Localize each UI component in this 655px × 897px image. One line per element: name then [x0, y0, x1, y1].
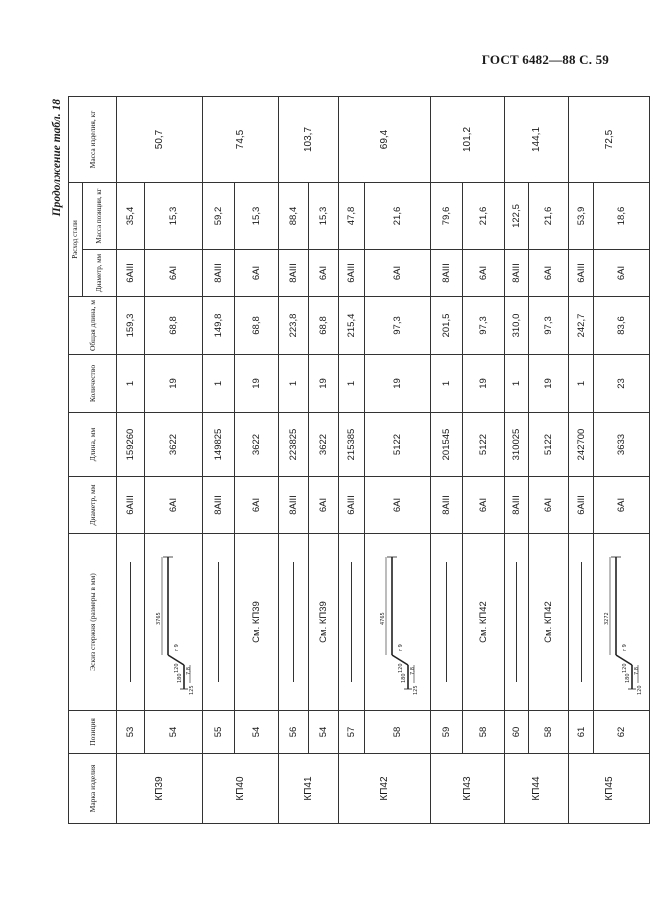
length-cell: 5122 — [529, 413, 569, 477]
straight-bar-line — [351, 562, 352, 682]
position-cell: 59 — [431, 711, 463, 754]
table-row — [365, 97, 431, 824]
steel-mass-cell: 18,6 — [594, 183, 650, 250]
steel-diameter-cell: 6АI — [309, 250, 339, 297]
diameter-cell: 8АIII — [279, 477, 309, 534]
straight-bar-line — [581, 562, 582, 682]
quantity-cell: 1 — [569, 355, 594, 413]
steel-diameter-cell: 6АIII — [569, 250, 594, 297]
position-cell: 56 — [279, 711, 309, 754]
quantity-cell: 19 — [235, 355, 279, 413]
total-length-cell: 97,3 — [463, 297, 505, 355]
sketch-line-cell — [339, 534, 365, 711]
position-cell: 54 — [309, 711, 339, 754]
diameter-cell: 8АIII — [505, 477, 529, 534]
sketch-reference-cell: См. КП42 — [529, 534, 569, 711]
table-row — [235, 97, 279, 824]
product-mass-cell: 103,7 — [279, 97, 339, 183]
table-row — [529, 97, 569, 824]
steel-mass-cell: 15,3 — [145, 183, 203, 250]
position-cell: 54 — [235, 711, 279, 754]
position-cell: 58 — [529, 711, 569, 754]
brand-cell: КП39 — [117, 754, 203, 824]
diameter-cell: 6АI — [235, 477, 279, 534]
length-cell: 3622 — [145, 413, 203, 477]
diameter-cell: 6АI — [463, 477, 505, 534]
steel-mass-cell: 59,2 — [203, 183, 235, 250]
rotated-table-block — [51, 97, 643, 824]
col-length: Длина, мм — [69, 413, 117, 477]
product-mass-cell: 50,7 — [117, 97, 203, 183]
product-mass-cell: 72,5 — [569, 97, 650, 183]
quantity-cell: 19 — [145, 355, 203, 413]
dim-label-length: 3765 — [155, 612, 162, 625]
steel-mass-cell: 122,5 — [505, 183, 529, 250]
brand-cell: КП45 — [569, 754, 650, 824]
dim-label-offset: 7,8 — [409, 667, 416, 675]
diameter-cell: 6АIII — [117, 477, 145, 534]
dim-label-radius: r 9 — [173, 644, 180, 651]
sketch-reference-cell: См. КП39 — [309, 534, 339, 711]
page-header: ГОСТ 6482—88 С. 59 — [481, 52, 609, 67]
sketch-line-cell — [203, 534, 235, 711]
dim-label-a: 180 — [176, 673, 183, 683]
length-cell: 310025 — [505, 413, 529, 477]
steel-mass-cell: 53,9 — [569, 183, 594, 250]
brand-cell: КП40 — [203, 754, 279, 824]
col-position: Позиция — [69, 711, 117, 754]
total-length-cell: 159,3 — [117, 297, 145, 355]
diameter-cell: 6АI — [309, 477, 339, 534]
steel-mass-cell: 35,4 — [117, 183, 145, 250]
sketch-line-cell — [505, 534, 529, 711]
position-cell: 62 — [594, 711, 650, 754]
length-cell: 5122 — [365, 413, 431, 477]
quantity-cell: 19 — [309, 355, 339, 413]
position-cell: 53 — [117, 711, 145, 754]
diameter-cell: 6АI — [529, 477, 569, 534]
length-cell: 3622 — [235, 413, 279, 477]
quantity-cell: 19 — [463, 355, 505, 413]
straight-bar-line — [516, 562, 517, 682]
total-length-cell: 68,8 — [145, 297, 203, 355]
dim-label-length: 3272 — [603, 612, 610, 625]
col-sketch: Эскиз стержня (размеры в мм) — [69, 534, 117, 711]
col-brand: Марка изделия — [69, 754, 117, 824]
position-cell: 54 — [145, 711, 203, 754]
length-cell: 5122 — [463, 413, 505, 477]
total-length-cell: 149,8 — [203, 297, 235, 355]
table-row — [309, 97, 339, 824]
dim-label-a: 180 — [400, 673, 407, 683]
steel-diameter-cell: 6АI — [529, 250, 569, 297]
steel-diameter-cell: 6АI — [365, 250, 431, 297]
bent-bar-sketch — [378, 547, 418, 697]
table-row — [117, 97, 145, 824]
straight-bar-line — [130, 562, 131, 682]
diameter-cell: 6АI — [365, 477, 431, 534]
diameter-cell: 8АIII — [203, 477, 235, 534]
col-steel-group: Расход стали — [69, 183, 83, 297]
sketch-line-cell — [279, 534, 309, 711]
steel-diameter-cell: 6АIII — [117, 250, 145, 297]
quantity-cell: 19 — [529, 355, 569, 413]
length-cell: 3622 — [309, 413, 339, 477]
total-length-cell: 223,8 — [279, 297, 309, 355]
table-row — [339, 97, 365, 824]
brand-cell: КП43 — [431, 754, 505, 824]
diameter-cell: 6АIII — [339, 477, 365, 534]
diameter-cell: 6АIII — [569, 477, 594, 534]
dim-label-radius: r 9 — [397, 644, 404, 651]
dim-label-radius: r 9 — [621, 644, 628, 651]
bent-bar-sketch — [154, 547, 194, 697]
length-cell: 3633 — [594, 413, 650, 477]
straight-bar-line — [293, 562, 294, 682]
sketch-line-cell — [431, 534, 463, 711]
dim-label-height: 120 — [636, 685, 643, 695]
quantity-cell: 19 — [365, 355, 431, 413]
quantity-cell: 1 — [279, 355, 309, 413]
dim-label-height: 125 — [188, 685, 195, 695]
quantity-cell: 1 — [505, 355, 529, 413]
sketch-drawing-cell — [145, 534, 203, 711]
product-mass-cell: 144,1 — [505, 97, 569, 183]
position-cell: 55 — [203, 711, 235, 754]
quantity-cell: 1 — [117, 355, 145, 413]
position-cell: 58 — [463, 711, 505, 754]
quantity-cell: 23 — [594, 355, 650, 413]
steel-diameter-cell: 8АIII — [203, 250, 235, 297]
dim-label-b: 120 — [173, 663, 180, 673]
sketch-line-cell — [569, 534, 594, 711]
length-cell: 242700 — [569, 413, 594, 477]
sketch-drawing-cell — [365, 534, 431, 711]
col-steel-mass: Масса позиции, кг — [83, 183, 117, 250]
steel-mass-cell: 47,8 — [339, 183, 365, 250]
dim-label-a: 180 — [624, 673, 631, 683]
total-length-cell: 215,4 — [339, 297, 365, 355]
table-row — [431, 97, 463, 824]
diameter-cell: 6АI — [594, 477, 650, 534]
quantity-cell: 1 — [431, 355, 463, 413]
steel-diameter-cell: 8АIII — [431, 250, 463, 297]
total-length-cell: 201,5 — [431, 297, 463, 355]
col-quantity: Количество — [69, 355, 117, 413]
brand-cell: КП42 — [339, 754, 431, 824]
steel-diameter-cell: 6АI — [463, 250, 505, 297]
total-length-cell: 310,0 — [505, 297, 529, 355]
steel-mass-cell: 21,6 — [365, 183, 431, 250]
table-row — [145, 97, 203, 824]
length-cell: 215385 — [339, 413, 365, 477]
total-length-cell: 242,7 — [569, 297, 594, 355]
steel-mass-cell: 15,3 — [309, 183, 339, 250]
col-diameter: Диаметр, мм — [69, 477, 117, 534]
diameter-cell: 8АIII — [431, 477, 463, 534]
product-mass-cell: 101,2 — [431, 97, 505, 183]
dim-label-height: 125 — [412, 685, 419, 695]
dim-label-length: 4765 — [379, 612, 386, 625]
steel-mass-cell: 79,6 — [431, 183, 463, 250]
sketch-reference-cell: См. КП42 — [463, 534, 505, 711]
steel-mass-cell: 21,6 — [463, 183, 505, 250]
length-cell: 223825 — [279, 413, 309, 477]
position-cell: 58 — [365, 711, 431, 754]
table-row — [203, 97, 235, 824]
sketch-reference-cell: См. КП39 — [235, 534, 279, 711]
position-cell: 61 — [569, 711, 594, 754]
col-total-length: Общая длина, м — [69, 297, 117, 355]
dim-label-offset: 7,8 — [633, 667, 640, 675]
steel-mass-cell: 15,3 — [235, 183, 279, 250]
table-row — [279, 97, 309, 824]
reinforcement-table — [68, 96, 650, 824]
table-row — [594, 97, 650, 824]
dim-label-b: 120 — [621, 663, 628, 673]
total-length-cell: 97,3 — [365, 297, 431, 355]
quantity-cell: 1 — [339, 355, 365, 413]
steel-diameter-cell: 8АIII — [505, 250, 529, 297]
brand-cell: КП44 — [505, 754, 569, 824]
product-mass-cell: 74,5 — [203, 97, 279, 183]
product-mass-cell: 69,4 — [339, 97, 431, 183]
total-length-cell: 83,6 — [594, 297, 650, 355]
straight-bar-line — [446, 562, 447, 682]
brand-cell: КП41 — [279, 754, 339, 824]
position-cell: 60 — [505, 711, 529, 754]
sketch-drawing-cell — [594, 534, 650, 711]
diameter-cell: 6АI — [145, 477, 203, 534]
position-cell: 57 — [339, 711, 365, 754]
length-cell: 201545 — [431, 413, 463, 477]
sketch-line-cell — [117, 534, 145, 711]
steel-mass-cell: 88,4 — [279, 183, 309, 250]
steel-diameter-cell: 6АI — [235, 250, 279, 297]
dim-label-b: 120 — [397, 663, 404, 673]
total-length-cell: 68,8 — [235, 297, 279, 355]
steel-mass-cell: 21,6 — [529, 183, 569, 250]
steel-diameter-cell: 6АI — [594, 250, 650, 297]
total-length-cell: 97,3 — [529, 297, 569, 355]
table-caption: Продолжение табл. 18 — [51, 99, 63, 217]
steel-diameter-cell: 8АIII — [279, 250, 309, 297]
length-cell: 159260 — [117, 413, 145, 477]
steel-diameter-cell: 6АI — [145, 250, 203, 297]
quantity-cell: 1 — [203, 355, 235, 413]
steel-diameter-cell: 6АIII — [339, 250, 365, 297]
total-length-cell: 68,8 — [309, 297, 339, 355]
straight-bar-line — [218, 562, 219, 682]
table-row — [505, 97, 529, 824]
table-row — [569, 97, 594, 824]
table-row — [463, 97, 505, 824]
col-steel-diameter: Диаметр, мм — [83, 250, 117, 297]
length-cell: 149825 — [203, 413, 235, 477]
col-product-mass: Масса изделия, кг — [69, 97, 117, 183]
dim-label-offset: 7,8 — [185, 667, 192, 675]
bent-bar-sketch — [602, 547, 642, 697]
